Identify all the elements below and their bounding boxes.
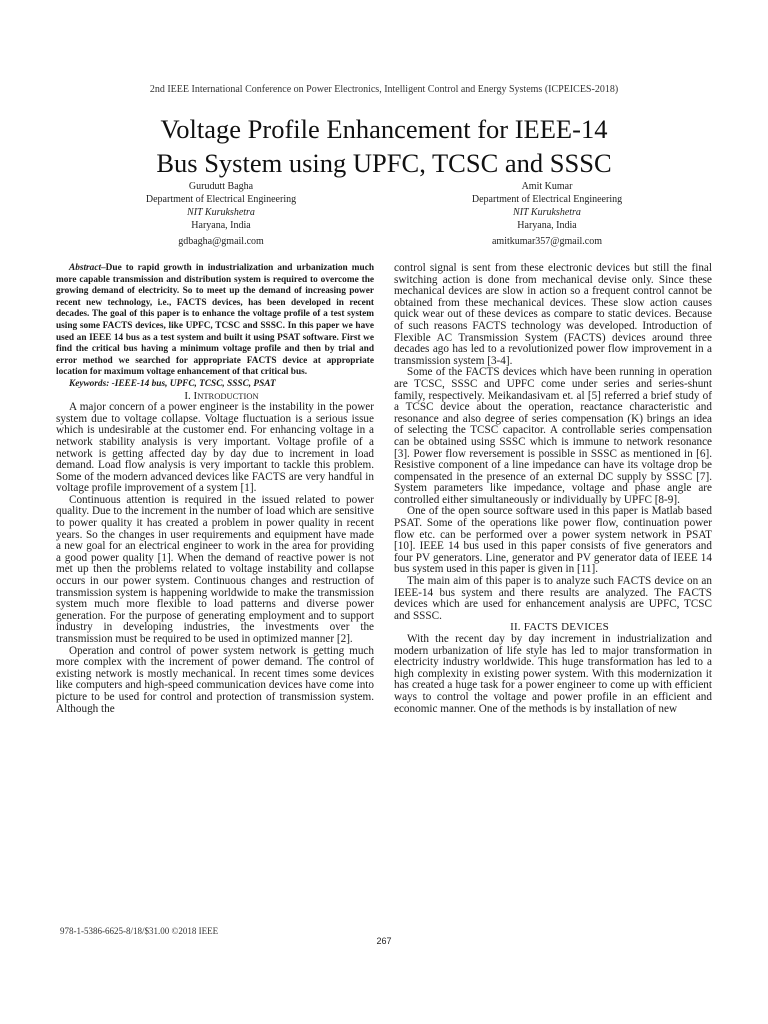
conference-header: 2nd IEEE International Conference on Power Electronics, Intelligent Control and Energy Systems (ICPEICES-2018) <box>149 84 619 95</box>
author-block-1 <box>101 180 341 248</box>
paragraph: Continuous attention is required in the issued related to power quality. Due to the increment in the number of load which are sensitive to power quality it has created a problem in power quality in recent years. So the changes in user requirements and equipment have made a new goal for an electrical engineer to work in the area for providing a good power quality [1]. When the demand of reactive power is not met up then the problems related to voltage instability and collapse occurs in our power system. Continuous changes and restruction of transmission system is happening worldwide to make the transmission system much more flexible to load patterns and diverse power generation. For the purpose of generating employment and to support industry in developing industries, the investments over the transmission must be required to be used in optimized manner [2]. <box>56 493 374 645</box>
paragraph: control signal is sent from these electronic devices but still the final switching action is done from mechanical devise only. Since these mechanical devices are slow in action so a frequent control cannot be obtained from these mechanical devices. These slow action causes quick wear out of these devices as compare to static devices. Because of such reasons FACTS technology was developed. Introduction of Flexible AC Transmission System (FACTS) devices around three decades ago has led to a revolutionized power flow improvement in a transmission system [3-4]. <box>394 262 712 367</box>
author-location: Haryana, India <box>191 220 251 231</box>
title-line-1: Voltage Profile Enhancement for IEEE-14 <box>160 114 608 144</box>
right-column <box>394 263 712 715</box>
title-line-2: Bus System using UPFC, TCSC and SSSC <box>156 148 612 178</box>
left-column <box>56 263 374 715</box>
section-heading-introduction: I. INTRODUCTION <box>184 389 259 402</box>
author-name: Gurudutt Bagha <box>188 181 254 192</box>
author-name: Amit Kumar <box>521 181 573 192</box>
paper-title <box>60 112 708 180</box>
paragraph: One of the open source software used in this paper is Matlab based PSAT. Some of the operations like power flow, continuation power flow etc. can be performed over a power system network in PSAT [10]. IEEE 14 bus used in this paper consists of five generators and four PV generators. Line, generator and PV generator data of IEEE 14 bus system used in this paper is given in [11]. <box>394 505 712 576</box>
author-institution: NIT Kurukshetra <box>513 207 581 218</box>
copyright-footer: 978-1-5386-6625-8/18/$31.00 ©2018 IEEE <box>60 926 219 936</box>
author-department: Department of Electrical Engineering <box>145 194 297 205</box>
author-email: amitkumar357@gmail.com <box>491 236 603 247</box>
abstract-label: Abstract <box>69 263 102 273</box>
paragraph: The main aim of this paper is to analyze such FACTS device on an IEEE-14 bus system and there results are analyzed. The FACTS devices which are used for enhancement analysis are UPFC, TCSC and SSSC. <box>394 575 712 622</box>
author-department: Department of Electrical Engineering <box>471 194 623 205</box>
abstract-text: –Due to rapid growth in industrialization and urbanization much more capable transmission and distribution system is required to overcome the growing demand of electricity. So to meet up the demand of increasing power recent new technology, i.e., FACTS devices, has been developed in recent decades. The goal of this paper is to enhance the voltage profile of a test system using some FACTS devices, like UPFC, TCSC and SSSC. In this paper we have used an IEEE 14 bus as a test system and built it using PSAT software. First we find the critical bus having a minimum voltage profile and then by trial and error method we searched for appropriate FACTS device at appropriate location for maximum voltage enhancement of that critical bus. <box>56 263 374 378</box>
page-number: 267 <box>376 936 392 946</box>
paragraph: Operation and control of power system network is getting much more complex with the increment of power demand. The control of existing network is mostly mechanical. In recent times some devices like computers and high-speed communication devices have come into picture to be used for control and protection of transmission system. Although the <box>56 644 374 715</box>
keywords: Keywords: -IEEE-14 bus, UPFC, TCSC, SSSC, PSAT <box>69 378 276 389</box>
section-heading-facts-devices: II. FACTS DEVICES <box>510 621 609 634</box>
author-location: Haryana, India <box>517 220 577 231</box>
abstract <box>56 263 374 379</box>
author-institution: NIT Kurukshetra <box>187 207 255 218</box>
author-email: gdbagha@gmail.com <box>178 236 264 247</box>
paragraph: Some of the FACTS devices which have been running in operation are TCSC, SSSC and UPFC come under series and series-shunt family, respectively. Meikandasivam et. al [5] referred a brief study of a TCSC device about the operation, reactance characteristic and resonance and also degree of series compensation (K) brings an idea of selecting the TCSC capacitor. A controllable series compensation can be obtained using SSSC which is immune to network resonance [3]. Power flow reversement is possible in SSSC as mentioned in [6]. Resistive component of a line impedance can have its voltage drop be compensated in the presence of an external DC supply by SSSC [7]. System parameters like impedance, voltage and phase angle are controlled either simultaneously or individually by UPFC [8-9]. <box>394 366 712 506</box>
paragraph: A major concern of a power engineer is the instability in the power system due to voltage collapse. Voltage fluctuation is a serious issue which is undesirable at the customer end. For enhancing voltage in a network stability analysis is very important. Voltage profile of a network is getting affected day by day due to increment in load demand. Load flow analysis is very important to tackle this problem. Some of the modern advanced devices like FACTS are very handful in voltage profile improvement of a system [1]. <box>56 401 374 495</box>
author-block-2 <box>427 180 667 248</box>
paragraph: With the recent day by day increment in industrialization and modern urbanization of life style has led to major transformation in electricity industry worldwide. This huge transformation has led to a high complexity in existing power system. With this modernization it has created a huge task for a power engineer to come up with efficient ways to control the voltage and power profile in an efficient and economic manner. One of the methods is by installation of new <box>394 633 712 715</box>
